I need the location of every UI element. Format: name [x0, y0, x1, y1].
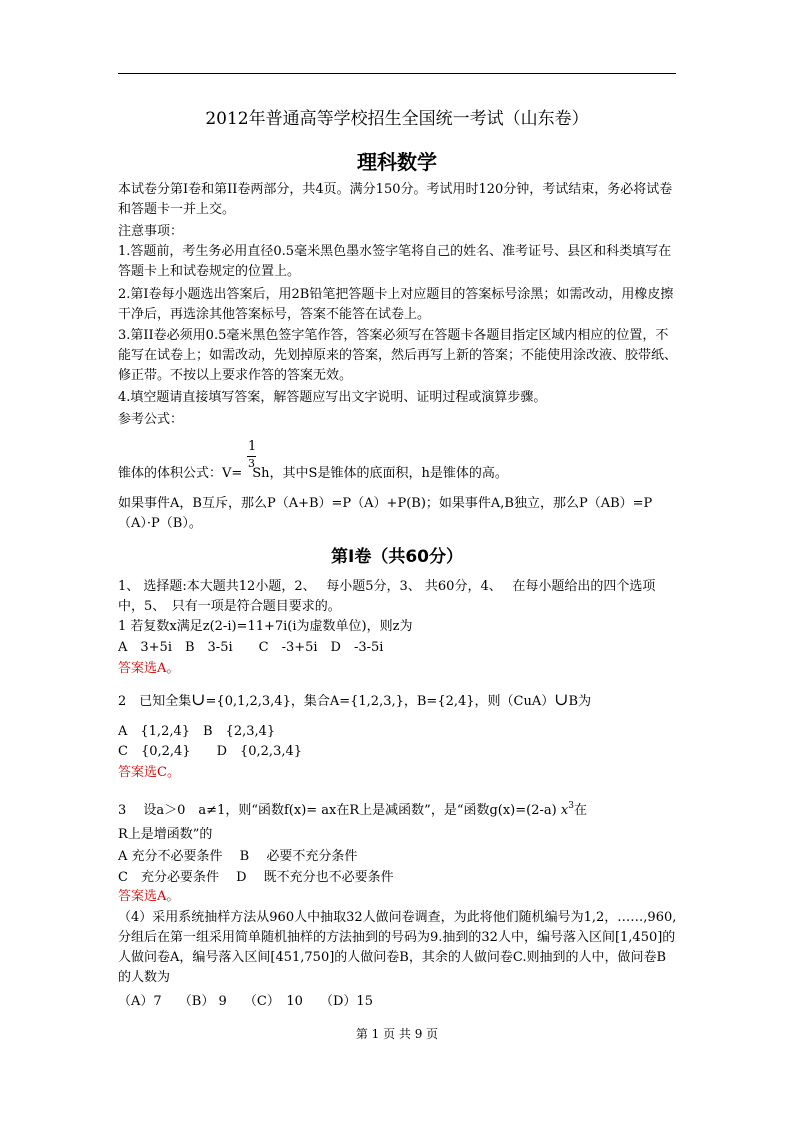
section-title: 第I卷（共60分） — [331, 547, 463, 567]
union-symbol: ∪ — [191, 690, 206, 710]
q3-options-ab: A 充分不必要条件 B 必要不充分条件 — [118, 849, 358, 864]
note-4: 4.填空题请直接填写答案，解答题应写出文字说明、证明过程或演算步骤。 — [118, 390, 547, 405]
union-symbol: ∪ — [554, 690, 569, 710]
note-3: 3.第II卷必须用0.5毫米黑色签字笔作答，答案必须写在答题卡各题目指定区域内相应的位置，不能写在试卷上；如需改动，先划掉原来的答案，然后再写上新的答案；不能使用涂改液、胶带纸、修正带。不按以上要求作答的答案无效。 — [118, 328, 678, 383]
subject-title: 理科数学 — [357, 150, 437, 174]
formula-probability: 如果事件A，B互斥，那么P（A+B）=P（A）+P(B)；如果事件A,B独立，那么P（AB）=P（A）·P（B）。 — [118, 496, 653, 531]
q1-stem: 1 若复数x满足z(2-i)=11+7i(i为虚数单位)，则z为 — [118, 619, 413, 634]
header-rule — [118, 73, 676, 74]
fraction-numerator: 1 — [248, 439, 257, 454]
q2-stem-part1: 2 已知全集 — [118, 694, 192, 709]
notes-heading: 注意事项： — [118, 224, 184, 239]
q3-stem-part2: 在 — [573, 803, 587, 818]
page-footer: 第 1 页 共 9 页 — [355, 1027, 439, 1041]
q3-stem — [118, 796, 587, 821]
q2-stem — [118, 690, 591, 712]
q2-options-cd: C {0,2,4} D {0,2,3,4} — [118, 744, 303, 759]
q4-stem: （4）采用系统抽样方法从960人中抽取32人做问卷调查，为此将他们随机编号为1,2，……,960,分组后在第一组采用简单随机抽样的方法抽到的号码为9.抽到的32人中，编号落入区间[1,450]的人做问卷A，编号落入区间[451,750]的人做问卷B，其余的人做问卷C.则抽到的人中，做问卷B的人数为 — [118, 910, 677, 985]
formula-cone-label: 锥体的体积公式：V= — [118, 466, 243, 481]
note-1: 1.答题前，考生务必用直径0.5毫米黑色墨水签字笔将自己的姓名、准考证号、县区和科类填写在答题卡上和试卷规定的位置上。 — [118, 244, 672, 279]
formula-cone-rest: Sh，其中S是锥体的底面积，h是锥体的高。 — [252, 466, 508, 481]
q3-stem-part1: 3 设a＞0 a≠1，则“函数f(x)= ax在R上是减函数”，是“函数g(x)=(2-a) — [118, 803, 557, 818]
fraction-denominator: 3 — [248, 457, 255, 470]
intro-paragraph: 本试卷分第I卷和第II卷两部分，共4页。满分150分。考试用时120分钟，考试结束，务必将试卷和答题卡一并上交。 — [118, 182, 673, 217]
q1-options: A 3+5i B 3-5i C -3+5i D -3-5i — [118, 640, 384, 655]
formula-heading: 参考公式： — [118, 412, 184, 427]
note-2: 2.第I卷每小题选出答案后，用2B铅笔把答题卡上对应题目的答案标号涂黑；如需改动，用橡皮擦干净后，再选涂其他答案标号，答案不能答在试卷上。 — [118, 287, 674, 322]
q2-stem-part2: ={0,1,2,3,4}，集合A={1,2,3,}，B={2,4}，则（CuA） — [205, 694, 555, 709]
q2-options-ab: A {1,2,4} B {2,3,4} — [118, 724, 276, 739]
q3-options-cd: C 充分必要条件 D 既不充分也不必要条件 — [118, 870, 394, 885]
q2-stem-part3: B为 — [568, 694, 592, 709]
q3-answer: 答案选A。 — [118, 889, 180, 904]
q2-answer: 答案选C。 — [118, 765, 180, 780]
q3-stem-line2: R上是增函数”的 — [118, 827, 213, 842]
section-instructions: 1、 选择题:本大题共12小题，2、 每小题5分，3、 共60分，4、 在每小题给出的四个选项中，5、 只有一项是符合题目要求的。 — [118, 579, 656, 614]
formula-cone-volume — [118, 464, 508, 484]
q1-answer: 答案选A。 — [118, 661, 180, 676]
q4-options: （A）7 （B） 9 （C） 10 （D）15 — [118, 994, 373, 1009]
q3-exponent: 3 — [568, 801, 574, 811]
q3-variable: x — [560, 803, 569, 818]
exam-title: 2012年普通高等学校招生全国统一考试（山东卷） — [205, 109, 589, 129]
